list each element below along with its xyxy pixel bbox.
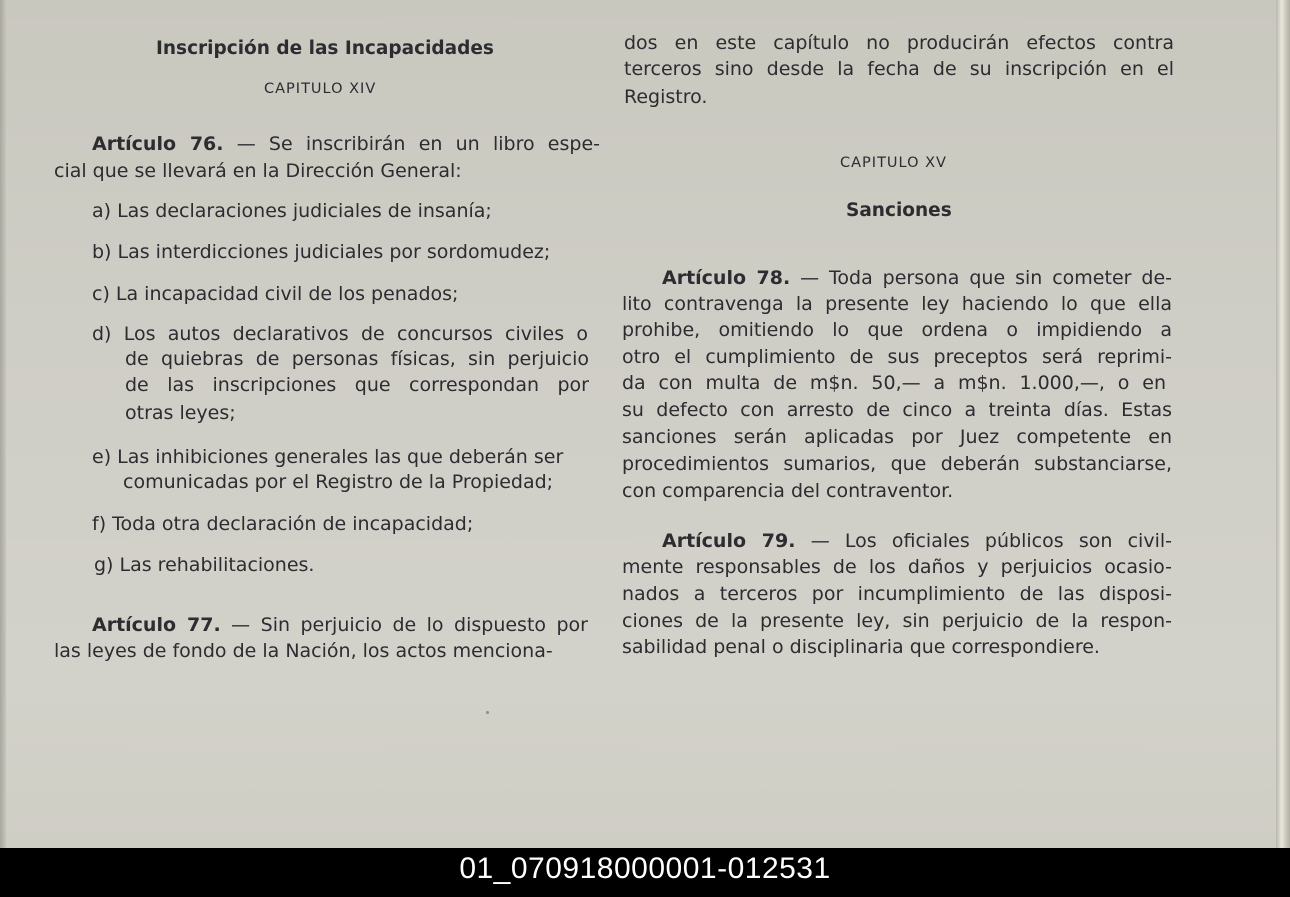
chapter-xiv: CAPITULO XIV bbox=[264, 81, 377, 97]
list-item-c: c) La incapacidad civil de los penados; bbox=[92, 283, 459, 305]
article-78-text: — Toda persona que sin cometer de- bbox=[790, 267, 1172, 289]
page-edge-left bbox=[0, 0, 6, 848]
list-item-a: a) Las declaraciones judiciales de insanía; bbox=[92, 200, 492, 222]
article-79-text: — Los oficiales públicos son civil- bbox=[795, 530, 1172, 552]
list-item-d-line-4: otras leyes; bbox=[125, 402, 236, 424]
article-78-line-9: con comparencia del contraventor. bbox=[622, 480, 954, 502]
article-76-line-2: cial que se llevará en la Dirección General: bbox=[54, 160, 462, 182]
article-79-line-4: ciones de la presente ley, sin perjuicio de la respon- bbox=[622, 610, 1172, 632]
article-78-line-6: su defecto con arresto de cinco a treinta días. Estas bbox=[622, 399, 1172, 421]
article-77-line-1 bbox=[92, 612, 588, 638]
article-78-line-1 bbox=[662, 265, 1172, 291]
section-heading-sanciones: Sanciones bbox=[846, 200, 952, 221]
document-id-label: 01_070918000001-012531 bbox=[459, 852, 831, 885]
article-78-line-2: lito contravenga la presente ley haciendo lo que ella bbox=[622, 293, 1172, 315]
article-76-label: Artículo 76. bbox=[92, 133, 224, 155]
article-79-line-3: nados a terceros por incumplimiento de las disposi- bbox=[622, 583, 1172, 605]
list-item-e-line-2: comunicadas por el Registro de la Propiedad; bbox=[123, 471, 554, 493]
article-79-label: Artículo 79. bbox=[662, 530, 796, 552]
section-heading-incapacidades: Inscripción de las Incapacidades bbox=[156, 38, 494, 59]
article-78-line-4: otro el cumplimiento de sus preceptos será reprimi- bbox=[622, 346, 1172, 368]
paper-speck bbox=[486, 711, 489, 714]
article-77-label: Artículo 77. bbox=[92, 614, 221, 636]
article-78-label: Artículo 78. bbox=[662, 267, 791, 289]
continuation-line-3: Registro. bbox=[624, 86, 708, 108]
list-item-f: f) Toda otra declaración de incapacidad; bbox=[92, 513, 474, 535]
list-item-d-line-2: de quiebras de personas físicas, sin perjuicio bbox=[125, 348, 589, 370]
article-78-line-7: sanciones serán aplicadas por Juez competente en bbox=[622, 426, 1172, 448]
continuation-line-2: terceros sino desde la fecha de su inscripción en el bbox=[624, 58, 1174, 80]
article-78-line-8: procedimientos sumarios, que deberán substanciarse, bbox=[622, 453, 1172, 475]
continuation-line-1: dos en este capítulo no producirán efectos contra bbox=[624, 32, 1174, 54]
article-77-line-2: las leyes de fondo de la Nación, los actos menciona- bbox=[54, 640, 553, 662]
article-78-line-3: prohibe, omitiendo lo que ordena o impidiendo a bbox=[622, 319, 1172, 341]
article-79-line-1 bbox=[662, 528, 1172, 554]
list-item-b: b) Las interdicciones judiciales por sordomudez; bbox=[92, 241, 551, 263]
article-79-line-5: sabilidad penal o disciplinaria que correspondiere. bbox=[622, 636, 1100, 658]
chapter-xv: CAPITULO XV bbox=[840, 155, 947, 171]
list-item-e-line-1: e) Las inhibiciones generales las que deberán ser bbox=[92, 446, 564, 468]
article-77-text: — Sin perjuicio de lo dispuesto por bbox=[220, 614, 588, 636]
list-item-d-line-1: d) Los autos declarativos de concursos civiles o bbox=[92, 323, 588, 345]
page-edge-right bbox=[1276, 0, 1290, 848]
article-79-line-2: mente responsables de los daños y perjuicios ocasio- bbox=[622, 556, 1172, 578]
article-76-text: — Se inscribirán en un libro espe- bbox=[223, 133, 600, 155]
article-78-line-5: da con multa de m$n. 50,— a m$n. 1.000,—, o en bbox=[622, 372, 1166, 394]
list-item-d-line-3: de las inscripciones que correspondan por bbox=[125, 374, 589, 396]
list-item-g: g) Las rehabilitaciones. bbox=[94, 554, 315, 576]
article-76-line-1 bbox=[92, 131, 600, 157]
